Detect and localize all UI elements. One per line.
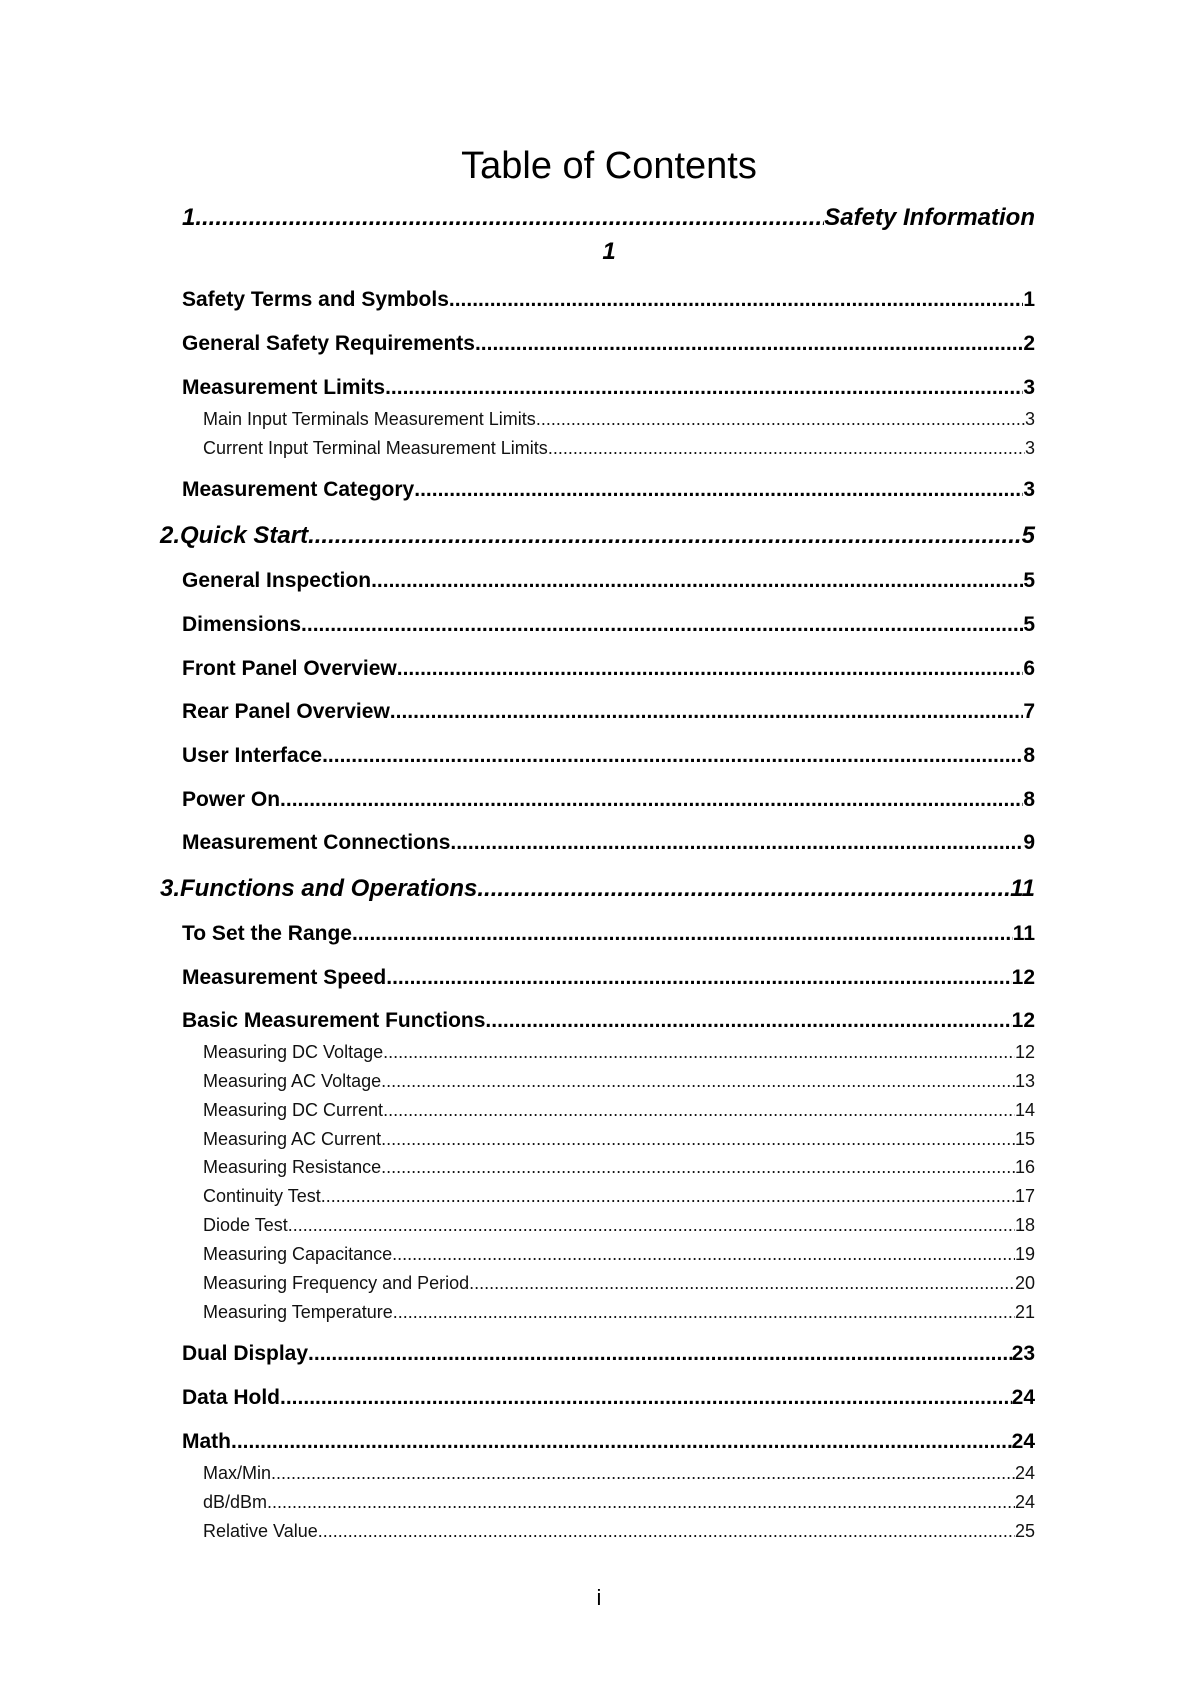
toc-entry-label: Measurement Speed	[182, 966, 387, 989]
toc-page-number: 9	[1023, 831, 1035, 854]
toc-dot-leader	[321, 1186, 1015, 1207]
toc-subentry[interactable]	[203, 1100, 1035, 1121]
toc-dot-leader	[288, 1215, 1015, 1236]
toc-entry-label: Current Input Terminal Measurement Limits	[203, 438, 548, 458]
toc-entry-label: Max/Min	[203, 1463, 272, 1483]
page-title: Table of Contents	[461, 145, 757, 187]
toc-entry[interactable]	[182, 966, 1035, 990]
page-footer-number: i	[596, 1585, 602, 1610]
toc-dot-leader	[392, 1244, 1015, 1265]
toc-entry-label: Continuity Test	[203, 1186, 321, 1206]
toc-dot-leader	[475, 332, 1023, 356]
toc-subentry[interactable]	[203, 1463, 1035, 1484]
toc-section-number: 1.	[182, 204, 203, 231]
toc-page-number: 2	[1023, 332, 1035, 355]
toc-dot-leader	[352, 922, 1013, 946]
toc-entry[interactable]	[182, 569, 1035, 593]
toc-entry-label: General Inspection	[182, 569, 372, 592]
toc-dot-leader	[318, 1521, 1015, 1542]
toc-entry-label: Measuring Resistance	[203, 1157, 382, 1177]
toc-entry[interactable]	[182, 657, 1035, 681]
toc-dot-leader	[393, 1302, 1015, 1323]
toc-entry-label: dB/dBm	[203, 1492, 268, 1512]
toc-dot-leader	[371, 569, 1023, 593]
toc-page-number: 12	[1014, 1042, 1035, 1062]
toc-entry-label: User Interface	[182, 744, 323, 767]
toc-page-number: 12	[1011, 1009, 1035, 1032]
toc-dot-leader	[267, 1492, 1015, 1513]
toc-entry[interactable]	[182, 1009, 1035, 1033]
toc-entry-label: Measuring Temperature	[203, 1302, 393, 1322]
toc-subentry[interactable]	[203, 1157, 1035, 1178]
toc-entry-label: Measurement Limits	[182, 376, 386, 399]
toc-dot-leader	[301, 613, 1023, 637]
toc-page-number: 19	[1014, 1244, 1035, 1264]
toc-page-number: 12	[1011, 966, 1035, 989]
toc-page-number: 5	[1023, 613, 1035, 636]
toc-dot-leader	[381, 1129, 1015, 1150]
toc-page-number: 3	[1024, 409, 1035, 429]
toc-entry-section[interactable]	[160, 522, 1035, 550]
toc-entry-label: Measuring AC Voltage	[203, 1071, 382, 1091]
toc-page-number: 20	[1014, 1273, 1035, 1293]
toc-dot-leader	[231, 1430, 1012, 1454]
toc-entry-label: Data Hold	[182, 1386, 281, 1409]
toc-entry[interactable]	[182, 288, 1035, 312]
toc-entry-label: Safety Terms and Symbols	[182, 288, 449, 311]
toc-dot-leader	[450, 831, 1023, 855]
toc-dot-leader	[280, 788, 1023, 812]
toc-dot-leader	[308, 522, 1022, 550]
toc-page-number: 23	[1011, 1342, 1035, 1365]
toc-dot-leader	[469, 1273, 1015, 1294]
toc-dot-leader	[385, 376, 1023, 400]
toc-entry-label: Front Panel Overview	[182, 657, 397, 680]
toc-entry[interactable]	[182, 332, 1035, 356]
toc-entry-label: Rear Panel Overview	[182, 700, 390, 723]
toc-subentry[interactable]	[203, 1492, 1035, 1513]
toc-page-number: 8	[1023, 744, 1035, 767]
toc-entry-label: Dimensions	[182, 613, 302, 636]
toc-dot-leader	[397, 657, 1024, 681]
toc-section-title: Safety Information	[824, 204, 1035, 231]
toc-page-number: 5	[1023, 569, 1035, 592]
toc-subentry[interactable]	[203, 409, 1035, 430]
toc-dot-leader	[381, 1157, 1015, 1178]
toc-entry[interactable]	[182, 922, 1035, 946]
toc-entry-label: Diode Test	[203, 1215, 288, 1235]
toc-entry-label: To Set the Range	[182, 922, 352, 945]
toc-page-number: 1	[602, 238, 616, 265]
toc-page-number: 1	[1023, 288, 1035, 311]
toc-page-number: 21	[1014, 1302, 1035, 1322]
toc-entry[interactable]	[182, 831, 1035, 855]
toc-dot-leader	[477, 875, 1010, 903]
toc-dot-leader	[390, 700, 1024, 724]
toc-entry-label: Power On	[182, 788, 281, 811]
toc-entry-label: Basic Measurement Functions	[182, 1009, 486, 1032]
toc-page-number: 15	[1014, 1129, 1035, 1149]
toc-dot-leader	[548, 438, 1025, 459]
toc-dot-leader	[202, 204, 824, 232]
toc-dot-leader	[308, 1342, 1012, 1366]
toc-page-number: 24	[1011, 1430, 1035, 1453]
toc-subentry[interactable]	[203, 1071, 1035, 1092]
toc-dot-leader	[449, 288, 1023, 312]
toc-entry-label: Measuring AC Current	[203, 1129, 382, 1149]
toc-entry[interactable]	[182, 478, 1035, 502]
toc-page-number: 14	[1014, 1100, 1035, 1120]
toc-subentry[interactable]	[203, 1186, 1035, 1207]
toc-entry[interactable]	[182, 1342, 1035, 1366]
toc-entry-section-1[interactable]	[182, 204, 1035, 232]
toc-dot-leader	[383, 1100, 1015, 1121]
toc-entry-label: 2.Quick Start	[160, 522, 309, 549]
toc-entry[interactable]	[182, 1386, 1035, 1410]
toc-page-number: 16	[1014, 1157, 1035, 1177]
toc-page-number: 3	[1024, 438, 1035, 458]
toc-page-number: 24	[1014, 1463, 1035, 1483]
toc-entry-label: Relative Value	[203, 1521, 318, 1541]
toc-page-number: 6	[1023, 657, 1035, 680]
toc-dot-leader	[271, 1463, 1015, 1484]
toc-page-number: 8	[1023, 788, 1035, 811]
toc-subentry[interactable]	[203, 1129, 1035, 1150]
toc-entry[interactable]	[182, 1430, 1035, 1454]
toc-entry-label: Measuring Frequency and Period	[203, 1273, 470, 1293]
toc-page-number: 18	[1014, 1215, 1035, 1235]
toc-entry-label: 3.Functions and Operations	[160, 875, 478, 902]
toc-entry[interactable]	[182, 788, 1035, 812]
toc-entry-label: Measuring DC Voltage	[203, 1042, 384, 1062]
toc-entry-label: Measurement Connections	[182, 831, 451, 854]
toc-entry-label: General Safety Requirements	[182, 332, 475, 355]
toc-subentry[interactable]	[203, 1273, 1035, 1294]
toc-entry[interactable]	[182, 613, 1035, 637]
toc-page-number: 5	[1021, 522, 1035, 549]
toc-subentry[interactable]	[203, 1521, 1035, 1542]
toc-entry-label: Math	[182, 1430, 231, 1453]
toc-dot-leader	[280, 1386, 1012, 1410]
toc-dot-leader	[381, 1071, 1015, 1092]
toc-entry-section[interactable]	[160, 875, 1035, 903]
toc-subentry[interactable]	[203, 438, 1035, 459]
toc-page-number: 3	[1023, 478, 1035, 501]
toc-entry[interactable]	[182, 700, 1035, 724]
toc-dot-leader	[536, 409, 1025, 430]
toc-dot-leader	[322, 744, 1023, 768]
toc-page-number: 17	[1014, 1186, 1035, 1206]
toc-dot-leader	[414, 478, 1023, 502]
toc-entry[interactable]	[182, 376, 1035, 400]
toc-dot-leader	[386, 966, 1011, 990]
toc-page-number: 3	[1023, 376, 1035, 399]
toc-subentry[interactable]	[203, 1244, 1035, 1265]
toc-subentry[interactable]	[203, 1042, 1035, 1063]
toc-entry-label: Measuring DC Current	[203, 1100, 384, 1120]
toc-page-number: 25	[1014, 1521, 1035, 1541]
toc-subentry[interactable]	[203, 1215, 1035, 1236]
toc-dot-leader	[383, 1042, 1015, 1063]
toc-page-number: 11	[1010, 875, 1035, 902]
toc-entry-label: Main Input Terminals Measurement Limits	[203, 409, 536, 429]
toc-page-number: 7	[1023, 700, 1035, 723]
toc-entry[interactable]	[182, 744, 1035, 768]
toc-page-number: 11	[1012, 922, 1035, 945]
toc-page-number: 13	[1014, 1071, 1035, 1091]
toc-entry-label: Dual Display	[182, 1342, 309, 1365]
toc-subentry[interactable]	[203, 1302, 1035, 1323]
toc-page-number: 24	[1014, 1492, 1035, 1512]
toc-dot-leader	[485, 1009, 1011, 1033]
toc-entry-label: Measuring Capacitance	[203, 1244, 393, 1264]
toc-page-number: 24	[1011, 1386, 1035, 1409]
toc-entry-label: Measurement Category	[182, 478, 415, 501]
